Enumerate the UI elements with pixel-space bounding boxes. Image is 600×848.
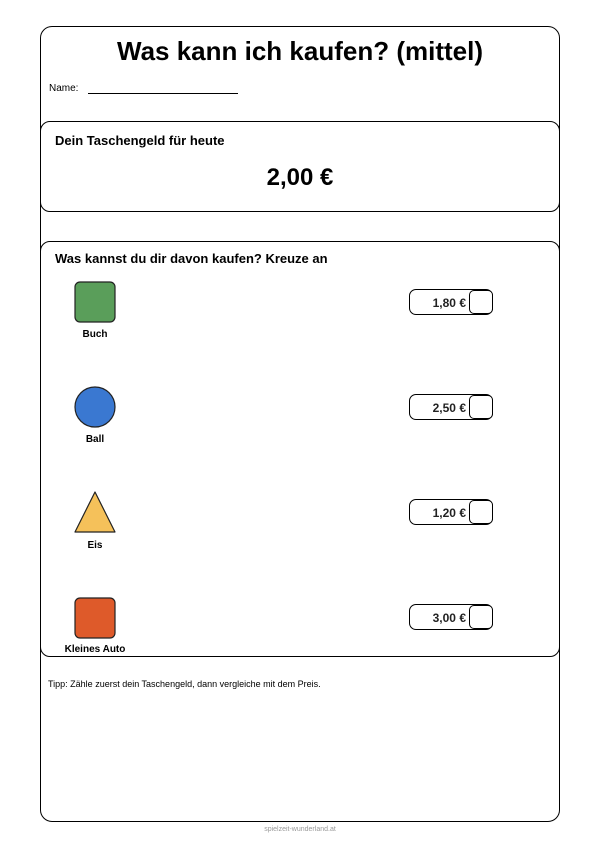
- item-label: Eis: [87, 540, 103, 551]
- item-label: Kleines Auto: [64, 644, 126, 655]
- name-label: Name:: [49, 83, 79, 94]
- ice-cream-icon: [74, 491, 116, 533]
- shopping-heading: Was kannst du dir davon kaufen? Kreuze an: [55, 251, 328, 266]
- price-value: 1,80 €: [432, 296, 466, 310]
- ball-icon: [74, 386, 116, 428]
- allowance-heading: Dein Taschengeld für heute: [55, 133, 225, 148]
- allowance-amount: 2,00 €: [266, 164, 334, 191]
- item-checkbox[interactable]: [469, 290, 493, 314]
- name-field[interactable]: [88, 84, 238, 94]
- item-checkbox[interactable]: [469, 500, 493, 524]
- allowance-box: [40, 121, 560, 212]
- name-row: [49, 83, 238, 94]
- tip-text: Tipp: Zähle zuerst dein Taschengeld, dann vergleiche mit dem Preis.: [48, 679, 321, 689]
- price-value: 2,50 €: [432, 401, 466, 415]
- item-label: Ball: [85, 434, 105, 445]
- shopping-box: [40, 241, 560, 657]
- book-icon: [74, 281, 116, 323]
- item-checkbox[interactable]: [469, 395, 493, 419]
- footer-watermark: spielzeit-wunderland.at: [264, 826, 336, 833]
- item-label: Buch: [82, 329, 108, 340]
- toy-car-icon: [74, 597, 116, 639]
- page-title: Was kann ich kaufen? (mittel): [117, 36, 483, 66]
- price-value: 3,00 €: [432, 611, 466, 625]
- price-value: 1,20 €: [432, 506, 466, 520]
- item-checkbox[interactable]: [469, 605, 493, 629]
